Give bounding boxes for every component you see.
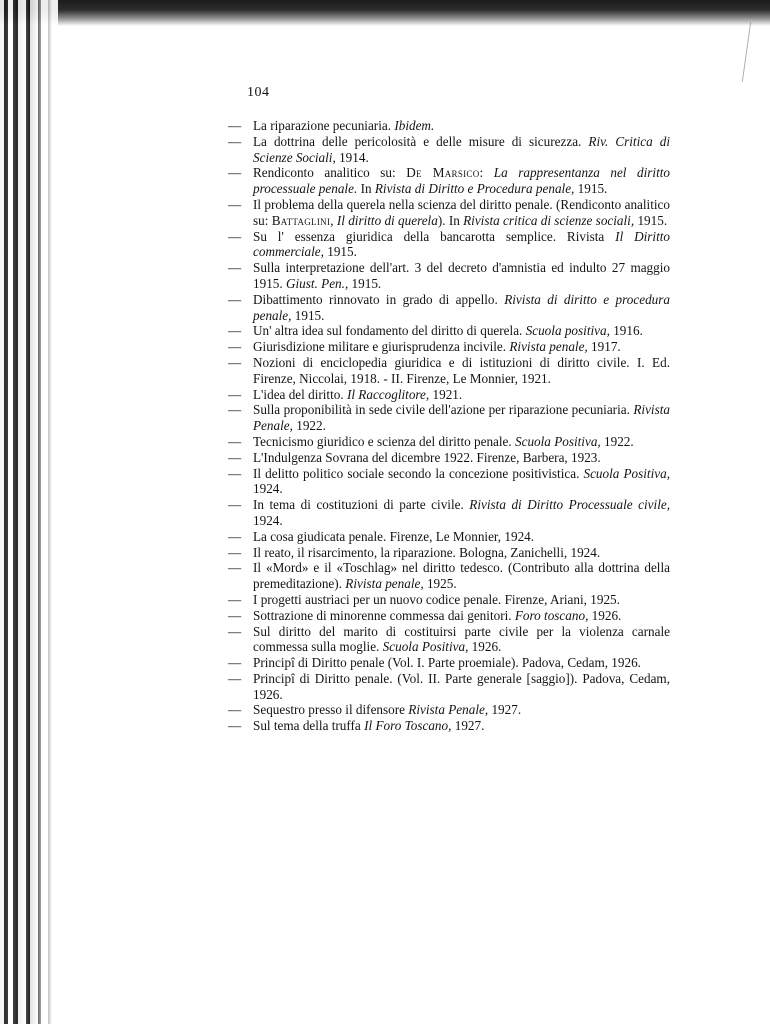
entry-dash: —	[228, 386, 242, 402]
entry-text: 1927.	[488, 702, 522, 718]
entry-text: Il problema della querela nella scienza del diritto penale. (Rendiconto analitico su:	[253, 196, 670, 228]
bibliography-entry	[228, 260, 670, 292]
entry-text: 1915.	[634, 212, 668, 228]
entry-text: Sulla proponibilità in sede civile dell'azione per riparazione pecuniaria.	[253, 402, 634, 418]
entry-text: ,	[330, 212, 337, 228]
entry-title-italic: Giust. Pen.,	[285, 275, 349, 291]
entry-dash: —	[228, 165, 242, 181]
bibliography-entry	[228, 497, 670, 529]
entry-text: Sottrazione di minorenne commessa dai genitori.	[253, 607, 515, 623]
entry-text: Principî di Diritto penale (Vol. I. Parte proemiale). Padova, Cedam, 1926.	[253, 655, 641, 671]
entry-title-italic: Rivista di Diritto e Procedura penale,	[374, 181, 575, 197]
bibliography-entry	[228, 560, 670, 592]
entry-dash: —	[228, 623, 242, 639]
entry-title-italic: Rivista Penale,	[253, 402, 670, 434]
entry-text: 1915.	[348, 275, 382, 291]
bibliography-entry	[228, 624, 670, 656]
bibliography-entry	[228, 387, 670, 403]
entry-author-name: De Marsico	[406, 165, 480, 181]
bibliography-entry	[228, 339, 670, 355]
entry-text: 1927.	[451, 718, 485, 734]
entry-title-italic: Rivista penale,	[345, 576, 424, 592]
entry-dash: —	[228, 196, 242, 212]
entry-text: L'Indulgenza Sovrana del dicembre 1922. Firenze, Barbera, 1923.	[253, 449, 601, 465]
entry-dash: —	[228, 528, 242, 544]
entry-dash: —	[228, 402, 242, 418]
entry-dash: —	[228, 591, 242, 607]
entry-text: 1915.	[291, 307, 325, 323]
entry-text: ). In	[437, 212, 464, 228]
entry-title-italic: Rivista penale,	[509, 339, 588, 355]
entry-title-italic: Il Raccoglitore,	[346, 386, 430, 402]
entry-dash: —	[228, 339, 242, 355]
entry-title-italic: Rivista Penale,	[408, 702, 489, 718]
scan-mark	[742, 22, 751, 82]
entry-text: 1926.	[468, 639, 502, 655]
entry-text: Il delitto politico sociale secondo la concezione positivistica.	[253, 465, 584, 481]
entry-text: Sul diritto del marito di costituirsi parte civile per la violenza carnale commessa sulla moglie.	[253, 623, 670, 655]
bibliography-entry	[228, 529, 670, 545]
entry-dash: —	[228, 449, 242, 465]
entry-title-italic: Rivista di Diritto Processuale civile,	[469, 497, 671, 513]
entry-text: La dottrina delle pericolosità e delle misure di sicurezza.	[253, 133, 589, 149]
entry-dash: —	[228, 228, 242, 244]
entry-author-name: Battaglini	[271, 212, 331, 228]
bibliography-entry	[228, 608, 670, 624]
entry-dash: —	[228, 607, 242, 623]
entry-text: Giurisdizione militare e giurisprudenza incivile.	[253, 339, 510, 355]
bibliography-list	[228, 118, 670, 734]
entry-text: Rendiconto analitico su:	[253, 165, 407, 181]
bibliography-entry	[228, 434, 670, 450]
entry-title-italic: Ibidem.	[394, 118, 435, 133]
entry-text: 1917.	[587, 339, 621, 355]
page-number: 104	[247, 85, 270, 100]
entry-text: Dibattimento rinnovato in grado di appello.	[253, 291, 505, 307]
entry-text: Il «Mord» e il «Toschlag» nel diritto tedesco. (Contributo alla dottrina della premeditazione).	[253, 560, 670, 592]
entry-title-italic: Rivista di diritto e procedura penale,	[253, 291, 670, 323]
entry-dash: —	[228, 260, 242, 276]
entry-dash: —	[228, 702, 242, 718]
entry-text: Principî di Diritto penale. (Vol. II. Parte generale [saggio]). Padova, Cedam, 1926.	[253, 670, 670, 702]
entry-text: Il reato, il risarcimento, la riparazione. Bologna, Zanichelli, 1924.	[253, 544, 601, 560]
entry-dash: —	[228, 433, 242, 449]
entry-dash: —	[228, 133, 242, 149]
entry-text: :	[479, 165, 494, 181]
entry-title-italic: Il Diritto commerciale,	[253, 228, 671, 260]
entry-text: La cosa giudicata penale. Firenze, Le Monnier, 1924.	[253, 528, 535, 544]
entry-text: La riparazione pecuniaria.	[253, 118, 395, 133]
entry-text: Sequestro presso il difensore	[253, 702, 409, 718]
bibliography-entry	[228, 702, 670, 718]
entry-text: In tema di costituzioni di parte civile.	[253, 497, 470, 513]
entry-dash: —	[228, 291, 242, 307]
bibliography-entry	[228, 402, 670, 434]
entry-text: 1924.	[253, 481, 283, 497]
entry-dash: —	[228, 465, 242, 481]
entry-title-italic: Rivista critica di scienze sociali,	[463, 212, 635, 228]
entry-text: I progetti austriaci per un nuovo codice penale. Firenze, Ariani, 1925.	[253, 591, 620, 607]
entry-title-italic: Scuola Positiva,	[583, 465, 670, 481]
entry-text: Nozioni di enciclopedia giuridica e di istituzioni di diritto civile. I. Ed. Firenze, Niccolai, 1918. - II. Firenze, Le Monnier, 1921.	[253, 354, 670, 386]
bibliography-entry	[228, 655, 670, 671]
bibliography-entry	[228, 323, 670, 339]
entry-text: 1921.	[429, 386, 463, 402]
entry-title-italic: Scuola positiva,	[525, 323, 610, 339]
entry-title-italic: Foro toscano,	[514, 607, 589, 623]
entry-text: In	[357, 181, 375, 197]
bibliography-entry	[228, 197, 670, 229]
entry-text: 1915.	[574, 181, 608, 197]
bibliography-entry	[228, 292, 670, 324]
entry-text: 1922.	[292, 418, 326, 434]
bibliography-entry	[228, 450, 670, 466]
entry-title-italic: Scuola Positiva,	[515, 433, 601, 449]
entry-dash: —	[228, 655, 242, 671]
entry-text: Su l' essenza giuridica della bancarotta semplice. Rivista	[253, 228, 616, 244]
entry-title-italic: Riv. Critica di Scienze Sociali,	[253, 133, 670, 165]
bibliography-entry	[228, 134, 670, 166]
bibliography-entry	[228, 229, 670, 261]
bibliography-entry	[228, 165, 670, 197]
bibliography-entry	[228, 545, 670, 561]
entry-text: 1916.	[609, 323, 643, 339]
entry-text: L'idea del diritto.	[253, 386, 347, 402]
entry-text: 1914.	[335, 149, 369, 165]
entry-title-italic: Il diritto di querela	[336, 212, 438, 228]
entry-text: Sul tema della truffa	[253, 718, 365, 734]
scan-top-edge	[0, 0, 770, 26]
bibliography-entry	[228, 718, 670, 734]
entry-text: Un' altra idea sul fondamento del diritto di querela.	[253, 323, 526, 339]
entry-dash: —	[228, 560, 242, 576]
entry-title-italic: La rappresentanza nel diritto processuale penale.	[253, 165, 670, 197]
entry-dash: —	[228, 118, 242, 133]
bibliography-entry	[228, 592, 670, 608]
bibliography-entry	[228, 671, 670, 703]
book-binding-edge	[0, 0, 58, 1024]
entry-text: 1924.	[253, 512, 283, 528]
entry-dash: —	[228, 323, 242, 339]
entry-text: 1915.	[323, 244, 357, 260]
bibliography-entry	[228, 118, 670, 134]
entry-dash: —	[228, 718, 242, 734]
entry-text: 1925.	[423, 576, 457, 592]
entry-title-italic: Il Foro Toscano,	[364, 718, 452, 734]
entry-dash: —	[228, 497, 242, 513]
entry-dash: —	[228, 544, 242, 560]
entry-text: 1922.	[600, 433, 634, 449]
entry-text: Tecnicismo giuridico e scienza del diritto penale.	[253, 433, 515, 449]
bibliography-entry	[228, 355, 670, 387]
entry-text: Sulla interpretazione dell'art. 3 del decreto d'amnistia ed indulto 27 maggio 1915.	[253, 260, 670, 291]
entry-dash: —	[228, 354, 242, 370]
entry-title-italic: Scuola Positiva,	[382, 639, 469, 655]
bibliography-entry	[228, 466, 670, 498]
entry-dash: —	[228, 670, 242, 686]
entry-text: 1926.	[588, 607, 622, 623]
